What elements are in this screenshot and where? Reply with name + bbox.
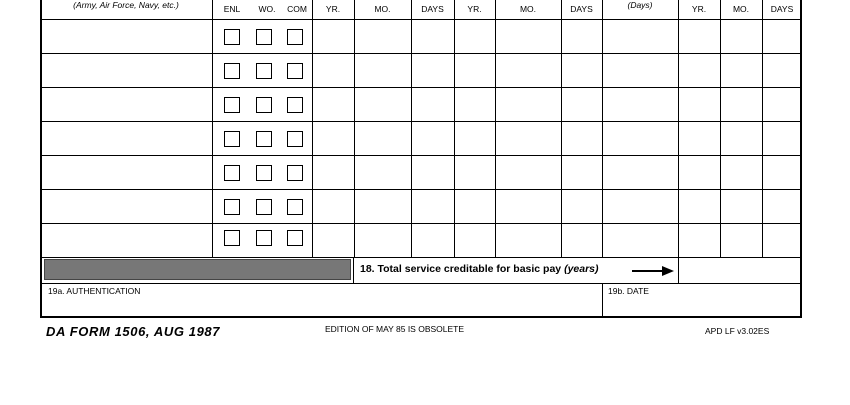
wo-checkbox[interactable]: [256, 63, 272, 79]
com-checkbox[interactable]: [287, 165, 303, 181]
col-days2-header: DAYS: [570, 4, 593, 14]
col-yr1-header: YR.: [325, 4, 341, 14]
total-divider-line: [353, 257, 354, 283]
row-line: [42, 87, 802, 88]
col-line: [411, 0, 412, 257]
date-label: 19b. DATE: [608, 286, 649, 296]
col-days1-header: DAYS: [421, 4, 444, 14]
col-mo2-header: MO.: [519, 4, 537, 14]
date-field[interactable]: [603, 284, 802, 316]
authentication-label: 19a. AUTHENTICATION: [48, 286, 141, 296]
col-line: [762, 0, 763, 257]
header-bottom-line: [42, 19, 802, 20]
wo-checkbox[interactable]: [256, 199, 272, 215]
row-line: [42, 223, 802, 224]
col-yr2-header: YR.: [467, 4, 482, 14]
col-days-note-header: (Days): [627, 0, 653, 10]
authentication-field[interactable]: [42, 284, 602, 316]
edition-note: EDITION OF MAY 85 IS OBSOLETE: [325, 324, 465, 334]
enl-checkbox[interactable]: [224, 199, 240, 215]
wo-checkbox[interactable]: [256, 29, 272, 45]
wo-checkbox[interactable]: [256, 230, 272, 246]
com-checkbox[interactable]: [287, 131, 303, 147]
col-line: [495, 0, 496, 257]
col-mo1-header: MO.: [374, 4, 391, 14]
wo-checkbox[interactable]: [256, 97, 272, 113]
col-line: [454, 0, 455, 257]
col-mo3-header: MO.: [732, 4, 750, 14]
service-record-form: [40, 0, 802, 318]
wo-checkbox[interactable]: [256, 165, 272, 181]
row-line: [42, 121, 802, 122]
enl-checkbox[interactable]: [224, 165, 240, 181]
enl-checkbox[interactable]: [224, 63, 240, 79]
form-version: APD LF v3.02ES: [705, 326, 770, 336]
total-service-label-text: 18. Total service creditable for basic pay: [360, 263, 562, 275]
col-line: [720, 0, 721, 257]
row-line: [42, 155, 802, 156]
col-wo-header: WO.: [258, 4, 276, 14]
total-service-value-field[interactable]: [679, 258, 802, 283]
total-service-label-unit: (years): [564, 263, 599, 275]
wo-checkbox[interactable]: [256, 131, 272, 147]
total-service-label: [360, 263, 599, 275]
shaded-block: [44, 259, 351, 280]
col-com-header: COM: [287, 4, 307, 14]
com-checkbox[interactable]: [287, 230, 303, 246]
com-checkbox[interactable]: [287, 29, 303, 45]
arrow-right-icon: [632, 264, 674, 278]
col-line: [312, 0, 313, 257]
enl-checkbox[interactable]: [224, 97, 240, 113]
col-yr3-header: YR.: [691, 4, 707, 14]
col-line: [678, 0, 679, 257]
col-days3-header: DAYS: [770, 4, 794, 14]
enl-checkbox[interactable]: [224, 29, 240, 45]
form-title: DA FORM 1506, AUG 1987: [46, 324, 221, 339]
com-checkbox[interactable]: [287, 199, 303, 215]
enl-checkbox[interactable]: [224, 230, 240, 246]
col-line: [212, 0, 213, 257]
col-enl-header: ENL: [223, 4, 241, 14]
com-checkbox[interactable]: [287, 97, 303, 113]
row-line: [42, 53, 802, 54]
row-line: [42, 189, 802, 190]
col-line: [561, 0, 562, 257]
col-line: [602, 0, 603, 257]
enl-checkbox[interactable]: [224, 131, 240, 147]
com-checkbox[interactable]: [287, 63, 303, 79]
branch-note: (Army, Air Force, Navy, etc.): [73, 0, 179, 10]
col-line: [354, 0, 355, 257]
